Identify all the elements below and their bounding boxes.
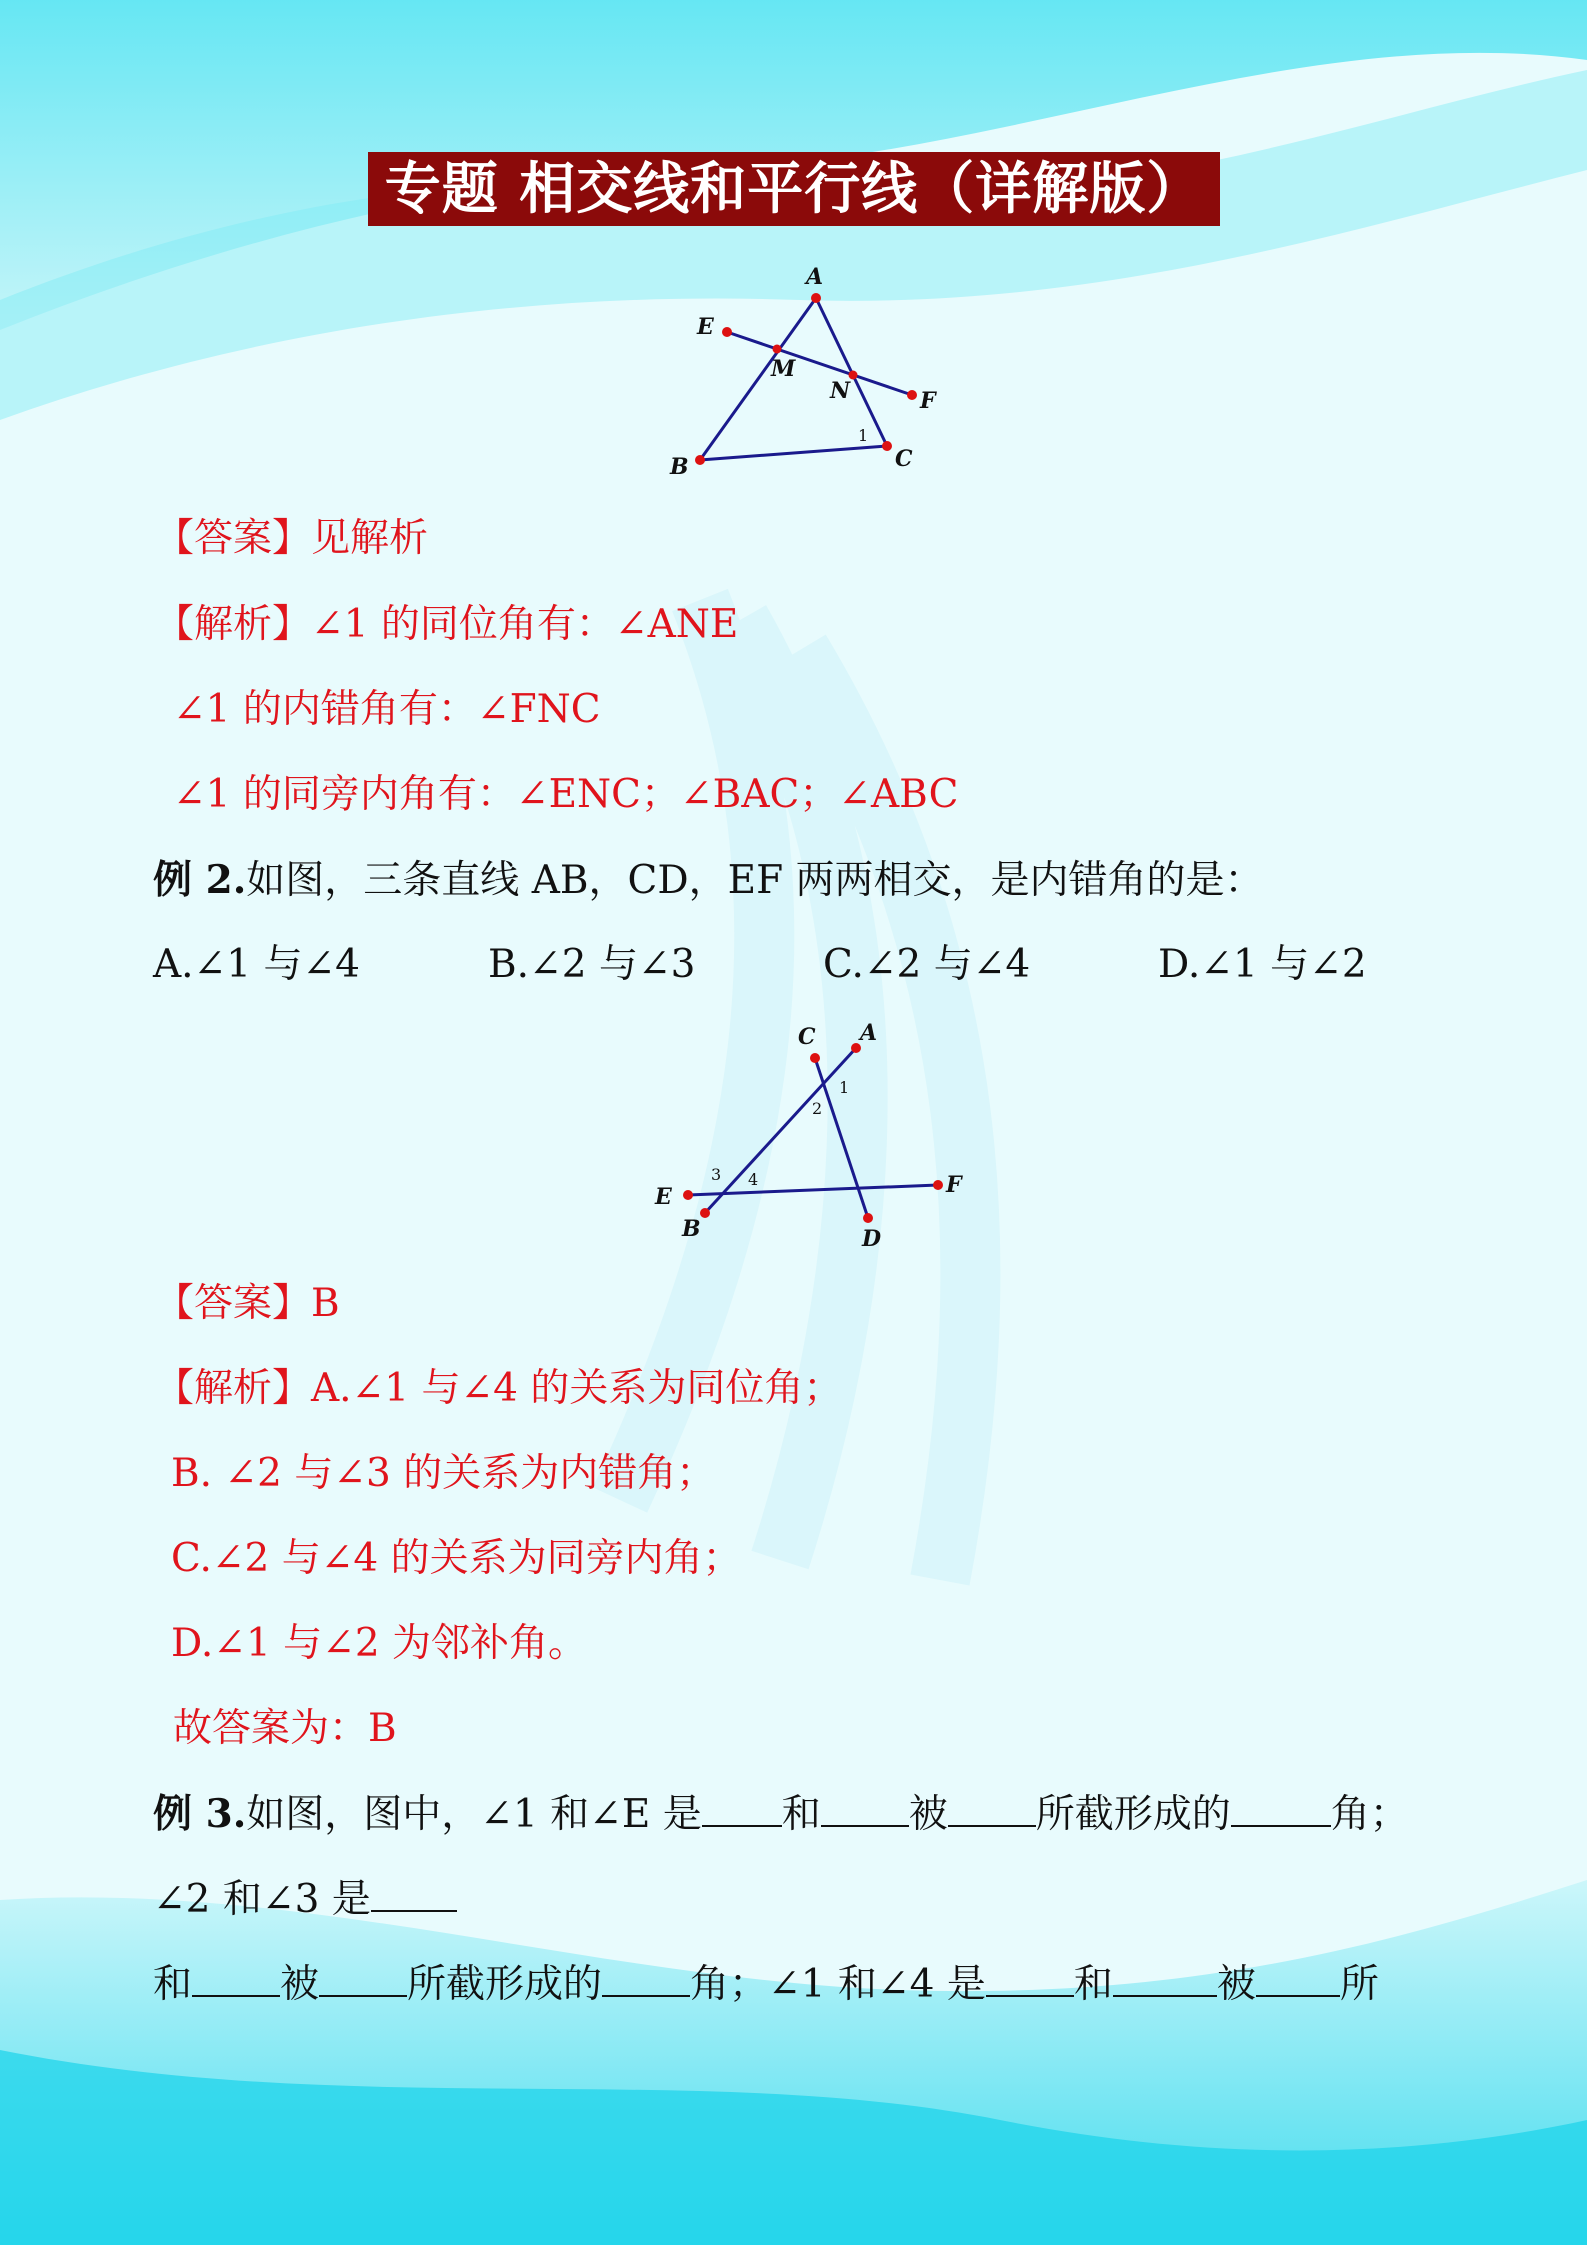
label-A: A bbox=[860, 1020, 878, 1046]
question-text: 所 bbox=[1339, 1962, 1379, 2007]
point-C bbox=[882, 441, 892, 451]
label-N: N bbox=[830, 378, 851, 404]
point-C bbox=[810, 1053, 820, 1063]
answer-blank[interactable] bbox=[821, 1789, 909, 1827]
ex2-answer bbox=[155, 1279, 340, 1329]
answer-blank[interactable] bbox=[986, 1959, 1074, 1997]
ex3-question-line1 bbox=[153, 1789, 1409, 1840]
point-B bbox=[700, 1208, 710, 1218]
ex1-answer bbox=[155, 514, 428, 564]
question-text: 角； bbox=[1330, 1792, 1409, 1837]
ex2-option-b: B.∠2 与∠3 bbox=[488, 942, 696, 987]
point-M bbox=[773, 345, 782, 354]
label-B: B bbox=[682, 1216, 701, 1242]
answer-blank[interactable] bbox=[319, 1959, 407, 1997]
label-angle-1: 1 bbox=[858, 426, 869, 445]
point-D bbox=[863, 1213, 873, 1223]
ex2-conclusion: 故答案为：B bbox=[173, 1706, 397, 1751]
label-C: C bbox=[895, 446, 913, 472]
question-text: 所截形成的 bbox=[1035, 1792, 1231, 1837]
page-title: 专题 相交线和平行线（详解版） bbox=[368, 152, 1220, 226]
analysis-tag: 【解析】 bbox=[155, 602, 312, 647]
ex2-analysis-b: B. ∠2 与∠3 的关系为内错角； bbox=[171, 1451, 716, 1496]
ex2-option-a: A.∠1 与∠4 bbox=[153, 942, 360, 987]
point-E bbox=[722, 327, 732, 337]
analysis-text: ∠1 的同位角有：∠ANE bbox=[311, 602, 739, 647]
answer-blank[interactable] bbox=[1256, 1959, 1340, 1997]
question-text: 被 bbox=[280, 1962, 320, 2007]
label-angle-3: 3 bbox=[711, 1165, 722, 1184]
question-text: ∠2 和∠3 是 bbox=[153, 1877, 371, 1922]
example-label: 例 3. bbox=[153, 1791, 247, 1837]
ex2-analysis-d: D.∠1 与∠2 为邻补角。 bbox=[171, 1621, 588, 1666]
question-text: 和 bbox=[1073, 1962, 1113, 2007]
question-text: 被 bbox=[1216, 1962, 1256, 2007]
ex2-analysis-a bbox=[155, 1364, 842, 1414]
example-label: 例 2. bbox=[153, 857, 247, 903]
point-F bbox=[907, 390, 917, 400]
answer-blank[interactable] bbox=[602, 1959, 690, 1997]
ex1-analysis-3: ∠1 的同旁内角有：∠ENC；∠BAC；∠ABC bbox=[173, 772, 959, 817]
ex2-option-c: C.∠2 与∠4 bbox=[823, 942, 1031, 987]
label-F: F bbox=[946, 1172, 962, 1198]
line-BC bbox=[700, 446, 887, 460]
point-F bbox=[933, 1180, 943, 1190]
label-E: E bbox=[655, 1184, 672, 1210]
label-C: C bbox=[798, 1024, 816, 1050]
analysis-text: A.∠1 与∠4 的关系为同位角； bbox=[311, 1366, 843, 1411]
answer-blank[interactable] bbox=[702, 1789, 782, 1827]
question-text: 如图，图中，∠1 和∠E 是 bbox=[246, 1792, 702, 1837]
answer-tag: 【答案】 bbox=[155, 1281, 312, 1326]
answer-blank[interactable] bbox=[948, 1789, 1036, 1827]
ex1-analysis-1 bbox=[155, 600, 738, 650]
answer-blank[interactable] bbox=[371, 1874, 457, 1912]
label-E: E bbox=[697, 314, 714, 340]
analysis-tag: 【解析】 bbox=[155, 1366, 312, 1411]
answer-blank[interactable] bbox=[192, 1959, 280, 1997]
label-D: D bbox=[862, 1226, 882, 1252]
label-angle-4: 4 bbox=[748, 1170, 759, 1189]
label-angle-1: 1 bbox=[839, 1078, 850, 1097]
ex1-analysis-2: ∠1 的内错角有：∠FNC bbox=[173, 687, 601, 732]
question-text: 所截形成的 bbox=[407, 1962, 603, 2007]
point-E bbox=[683, 1190, 693, 1200]
answer-blank[interactable] bbox=[1231, 1789, 1331, 1827]
point-B bbox=[695, 455, 705, 465]
figure-three-lines bbox=[640, 1010, 980, 1260]
label-angle-2: 2 bbox=[812, 1099, 823, 1118]
label-M: M bbox=[771, 356, 796, 382]
ex3-question-line2 bbox=[153, 1874, 457, 1925]
question-text: 和 bbox=[153, 1962, 193, 2007]
ex2-option-d: D.∠1 与∠2 bbox=[1158, 942, 1367, 987]
ex3-question-line3 bbox=[153, 1959, 1379, 2010]
question-text: 和 bbox=[781, 1792, 821, 1837]
ex2-question bbox=[153, 855, 1264, 906]
answer-tag: 【答案】 bbox=[155, 516, 312, 561]
line-AB bbox=[700, 298, 816, 460]
question-text: 被 bbox=[908, 1792, 948, 1837]
question-text: 角；∠1 和∠4 是 bbox=[690, 1962, 986, 2007]
question-text: 如图，三条直线 AB，CD，EF 两两相交，是内错角的是： bbox=[246, 858, 1264, 903]
answer-text: B bbox=[311, 1281, 340, 1326]
answer-blank[interactable] bbox=[1113, 1959, 1217, 1997]
figure-triangle bbox=[640, 255, 960, 485]
label-F: F bbox=[920, 388, 936, 414]
ex2-analysis-c: C.∠2 与∠4 的关系为同旁内角； bbox=[171, 1536, 742, 1581]
point-A bbox=[811, 293, 821, 303]
label-A: A bbox=[806, 264, 824, 290]
answer-text: 见解析 bbox=[311, 516, 429, 561]
label-B: B bbox=[670, 454, 689, 480]
